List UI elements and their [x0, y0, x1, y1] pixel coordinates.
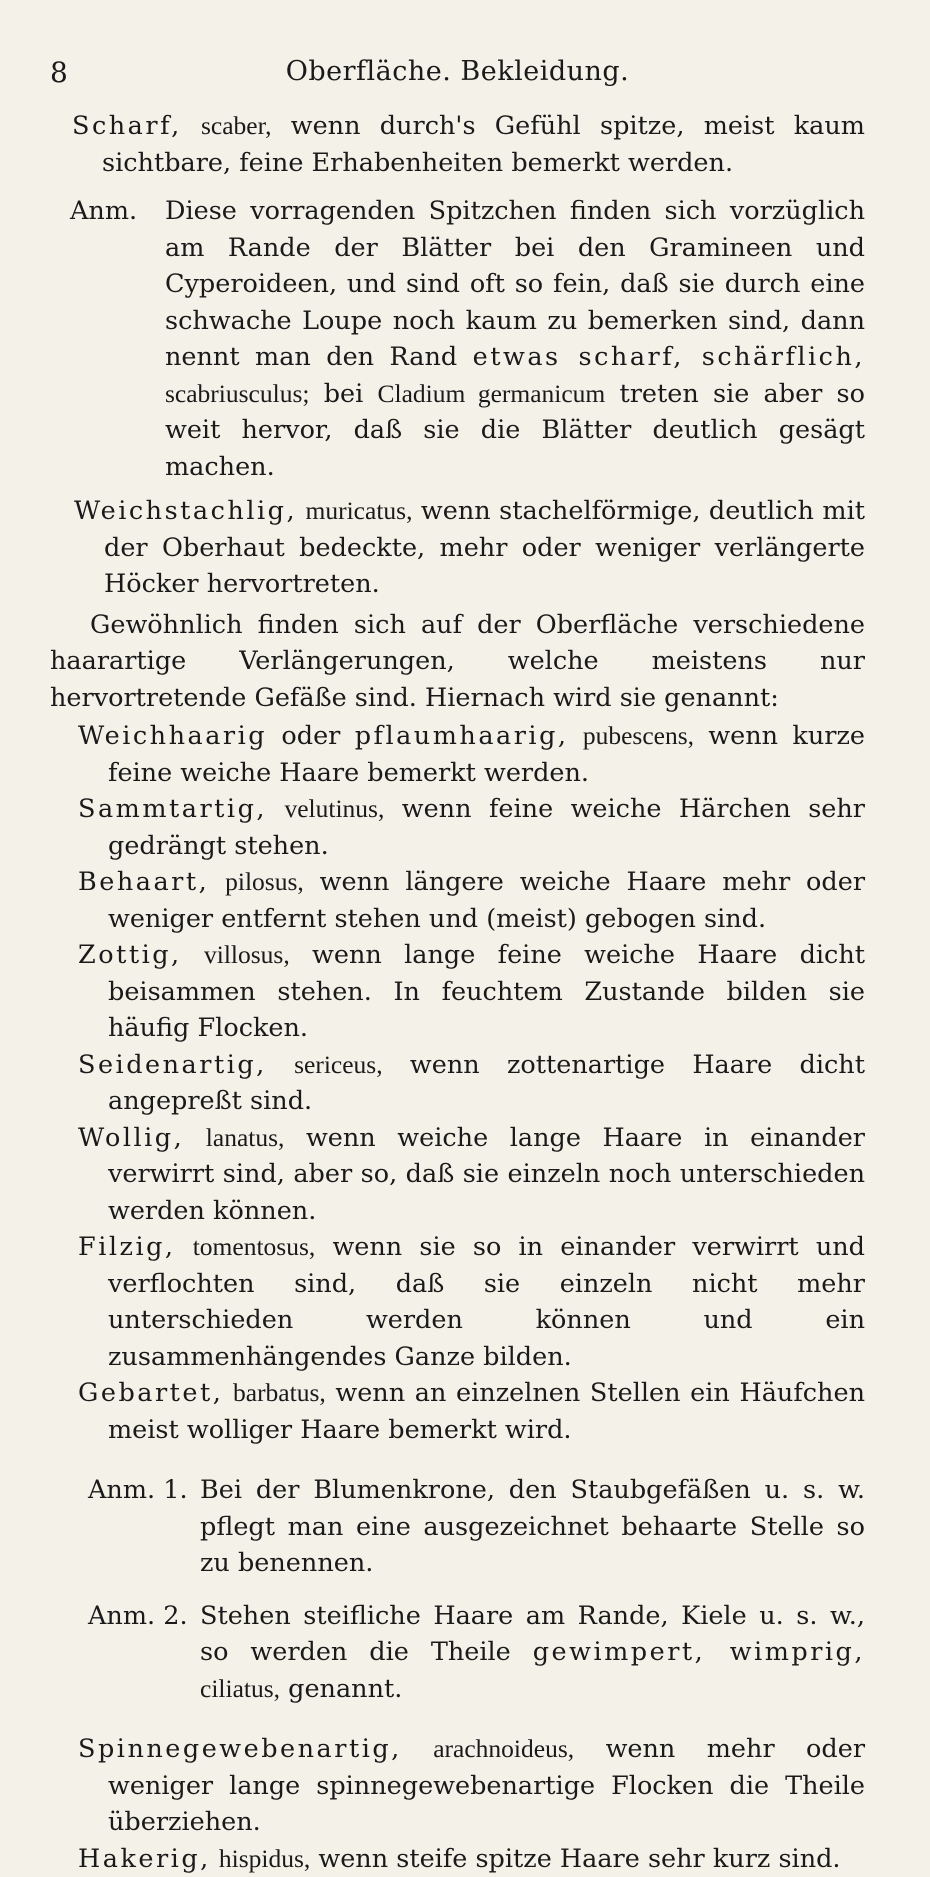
term: Gebartet,	[78, 1378, 223, 1408]
entry-sammtartig	[50, 791, 865, 864]
latin-term: scaber,	[201, 111, 271, 140]
term: Filzig,	[78, 1232, 176, 1262]
note-text	[165, 193, 865, 485]
entry-zottig	[50, 937, 865, 1047]
term: etwas scharf, schärflich,	[473, 342, 865, 372]
term: Zottig,	[78, 940, 182, 970]
definition: wenn steife spitze Haare sehr kurz sind.	[318, 1844, 840, 1874]
term: Hakerig,	[78, 1844, 211, 1874]
term: pflaumhaarig,	[355, 721, 569, 751]
page-number: 8	[50, 56, 68, 89]
latin-term: muricatus,	[306, 496, 413, 525]
term: Seidenartig,	[78, 1050, 267, 1080]
definition: wenn kurze feine weiche Haare bemerkt werden.	[108, 721, 865, 788]
note-text: Bei der Blumenkrone, den Staubgefäßen u. s. w. pflegt man eine ausgezeichnet behaarte Stelle so zu benennen.	[200, 1472, 865, 1582]
book-page	[50, 56, 865, 1877]
note-text-part: Stehen steifliche Haare am Rande, Kiele u. s. w., so werden die Theile	[200, 1601, 865, 1668]
note-text-part: treten sie aber so weit hervor, daß sie die Blätter deutlich gesägt machen.	[165, 379, 865, 482]
definition: wenn feine weiche Härchen sehr gedrängt stehen.	[108, 794, 865, 861]
term: Weichhaarig	[78, 721, 267, 751]
latin-term: pubescens,	[583, 721, 694, 750]
latin-term: ciliatus,	[200, 1674, 280, 1703]
note-label: Anm. 2.	[88, 1598, 200, 1708]
entry-wollig	[50, 1120, 865, 1230]
latin-term: tomentosus,	[193, 1232, 316, 1261]
note-text-part: genannt.	[288, 1674, 402, 1704]
page-header	[50, 56, 865, 96]
latin-term: velutinus,	[284, 794, 384, 823]
entry-gebartet	[50, 1375, 865, 1448]
latin-term: Cladium germanicum	[378, 379, 606, 408]
running-head: Oberfläche. Bekleidung.	[50, 56, 865, 87]
latin-term: arachnoideus,	[433, 1734, 574, 1763]
note-label: Anm. 1.	[88, 1472, 200, 1582]
note-1	[50, 1472, 865, 1582]
definition: wenn zottenartige Haare dicht angepreßt sind.	[108, 1050, 865, 1117]
note-text-part: bei	[324, 379, 364, 409]
note-scharf	[50, 193, 865, 485]
note-text-part: Diese vorragenden Spitzchen finden sich vorzüglich am Rande der Blätter bei den Gramineen und Cyperoideen, und sind oft so fein, daß sie durch eine schwache Loupe noch kaum zu bemerken sind, dann nennt man den Rand	[165, 196, 865, 372]
term: Scharf,	[72, 111, 182, 141]
note-2	[50, 1598, 865, 1708]
entry-seidenartig	[50, 1047, 865, 1120]
definition: wenn lange feine weiche Haare dicht beisammen stehen. In feuchtem Zustande bilden sie häufig Flocken.	[108, 940, 865, 1043]
latin-term: pilosus,	[225, 867, 304, 896]
latin-term: barbatus,	[233, 1378, 326, 1407]
term: Spinnegewebenartig,	[78, 1734, 402, 1764]
entry-filzig	[50, 1229, 865, 1375]
definition: wenn an einzelnen Stellen ein Häufchen meist wolliger Haare bemerkt wird.	[108, 1378, 865, 1445]
term: gewimpert, wimprig,	[533, 1637, 865, 1667]
latin-term: hispidus,	[219, 1844, 310, 1873]
entry-scharf	[50, 108, 865, 181]
entry-weichstachlig	[50, 493, 865, 603]
definition: wenn längere weiche Haare mehr oder weniger entfernt stehen und (meist) gebogen sind.	[108, 867, 865, 934]
connector: oder	[281, 721, 340, 751]
term: Behaart,	[78, 867, 209, 897]
note-label: Anm.	[70, 193, 165, 485]
term: Wollig,	[78, 1123, 184, 1153]
definition: wenn sie so in einander verwirrt und verflochten sind, daß sie einzeln nicht mehr unterschieden werden können und ein zusammenhängendes Ganze bilden.	[108, 1232, 865, 1372]
definition: wenn weiche lange Haare in einander verwirrt sind, aber so, daß sie einzeln noch unterschieden werden können.	[108, 1123, 865, 1226]
definition: wenn mehr oder weniger lange spinnegewebenartige Flocken die Theile überziehen.	[108, 1734, 865, 1837]
entry-spinnegewebenartig	[50, 1731, 865, 1841]
entry-weichhaarig	[50, 718, 865, 791]
definition: wenn stachelförmige, deutlich mit der Oberhaut bedeckte, mehr oder weniger verlängerte Höcker hervortreten.	[104, 496, 865, 599]
entry-behaart	[50, 864, 865, 937]
definition: wenn durch's Gefühl spitze, meist kaum sichtbare, feine Erhabenheiten bemerkt werden.	[102, 111, 865, 178]
note-text	[200, 1598, 865, 1708]
latin-term: scabriusculus;	[165, 379, 309, 408]
latin-term: sericeus,	[294, 1050, 383, 1079]
intro-paragraph: Gewöhnlich finden sich auf der Oberfläche verschiedene haarartige Verlängerungen, welche meistens nur hervortretende Gefäße sind. Hiernach wird sie genannt:	[50, 607, 865, 717]
entry-hakerig	[50, 1841, 865, 1877]
latin-term: lanatus,	[206, 1123, 285, 1152]
term: Sammtartig,	[78, 794, 267, 824]
term: Weichstachlig,	[74, 496, 297, 526]
latin-term: villosus,	[204, 940, 290, 969]
